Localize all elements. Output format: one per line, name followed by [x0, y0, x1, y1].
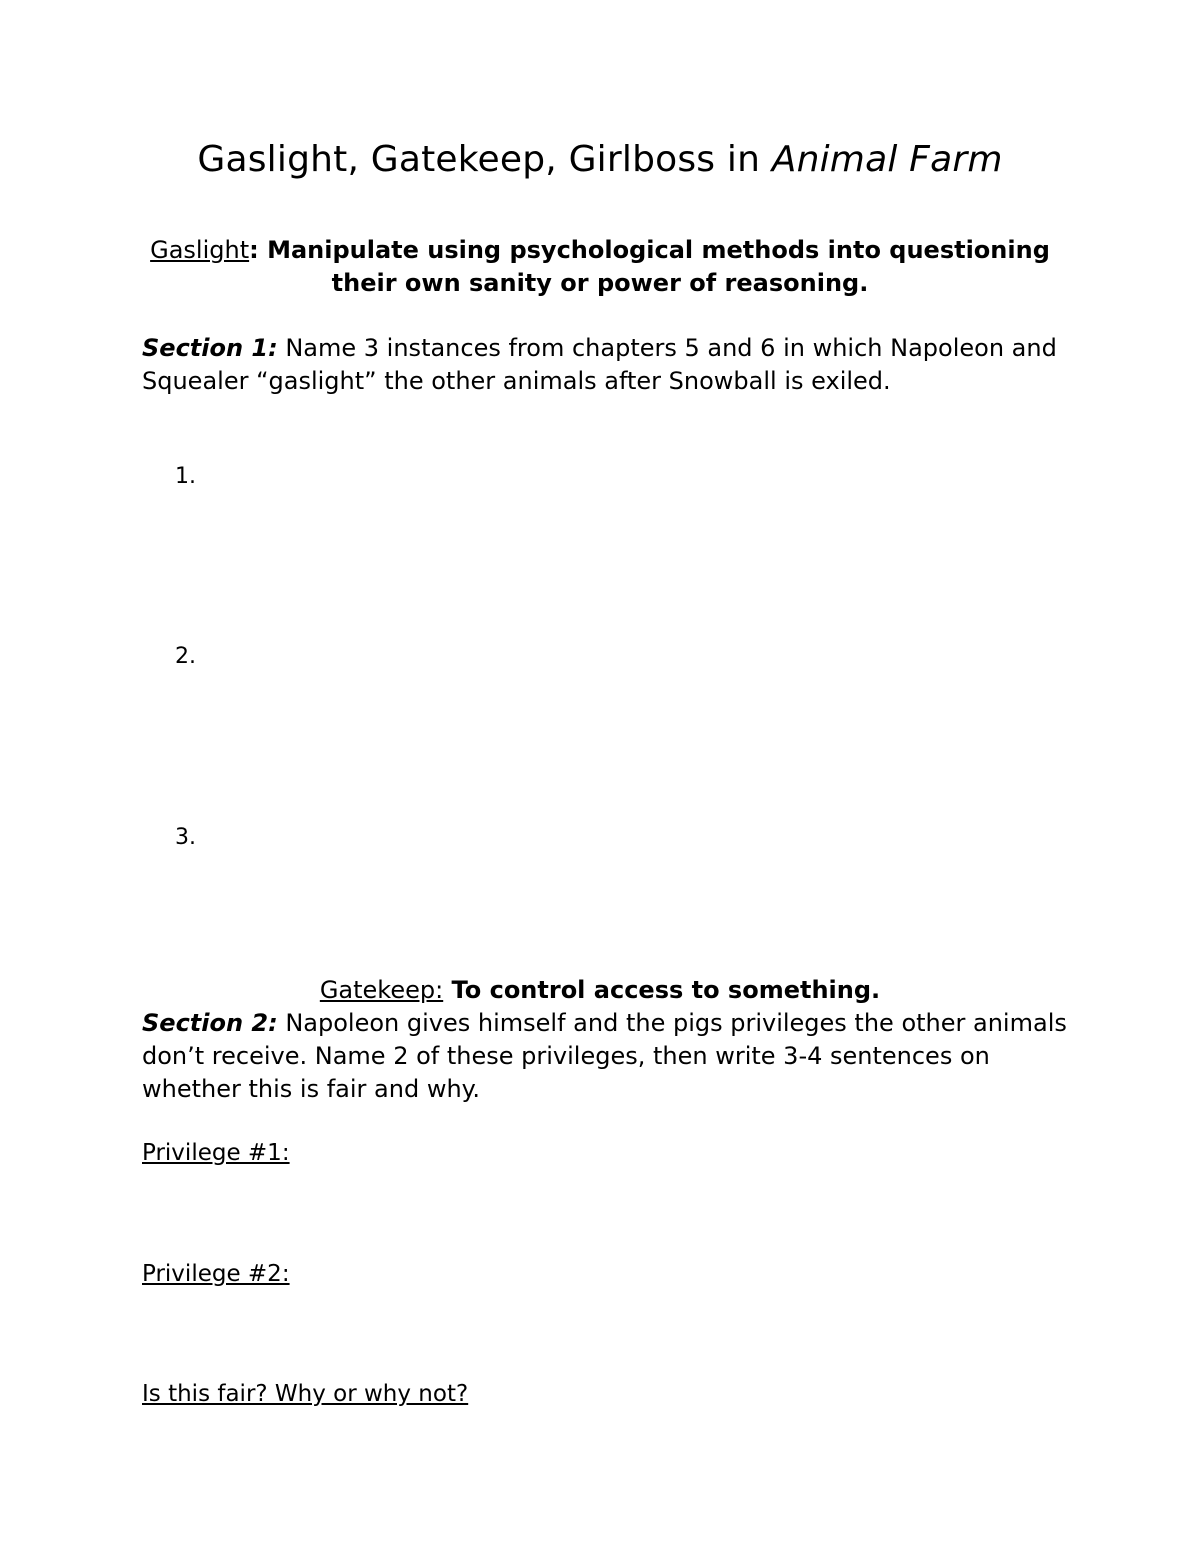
- gaslight-term: Gaslight: [150, 236, 250, 264]
- answer-item-1: 1.: [175, 464, 196, 489]
- privilege-2-prompt: Privilege #2:: [142, 1261, 290, 1287]
- privilege-1-prompt: Privilege #1:: [142, 1140, 290, 1166]
- title-main: Gaslight, Gatekeep, Girlboss in: [197, 139, 772, 180]
- gatekeep-definition-text: To control access to something.: [443, 976, 881, 1004]
- answer-item-2: 2.: [175, 644, 196, 669]
- gatekeep-definition: [130, 974, 1070, 1007]
- gaslight-definition-line2: their own sanity or power of reasoning.: [331, 269, 869, 297]
- worksheet-title: [0, 137, 1200, 183]
- gatekeep-term: Gatekeep:: [319, 976, 444, 1004]
- section1-instructions: [142, 332, 1072, 398]
- section1-label: Section 1:: [142, 334, 278, 362]
- section2-instructions: [142, 1007, 1072, 1106]
- gaslight-definition-line1: Manipulate using psychological methods into questioning: [267, 236, 1050, 264]
- section1-text: Name 3 instances from chapters 5 and 6 in which Napoleon and Squealer “gaslight” the other animals after Snowball is exiled.: [142, 334, 1057, 395]
- gaslight-definition: [130, 234, 1070, 300]
- gaslight-separator: :: [249, 236, 268, 264]
- fairness-question-prompt: Is this fair? Why or why not?: [142, 1381, 469, 1407]
- title-book-name: Animal Farm: [771, 139, 1003, 180]
- section2-text: Napoleon gives himself and the pigs privileges the other animals don’t receive. Name 2 of these privileges, then write 3-4 sentences on whether this is fair and why.: [142, 1009, 1067, 1103]
- answer-item-3: 3.: [175, 825, 196, 850]
- section2-label: Section 2:: [142, 1009, 278, 1037]
